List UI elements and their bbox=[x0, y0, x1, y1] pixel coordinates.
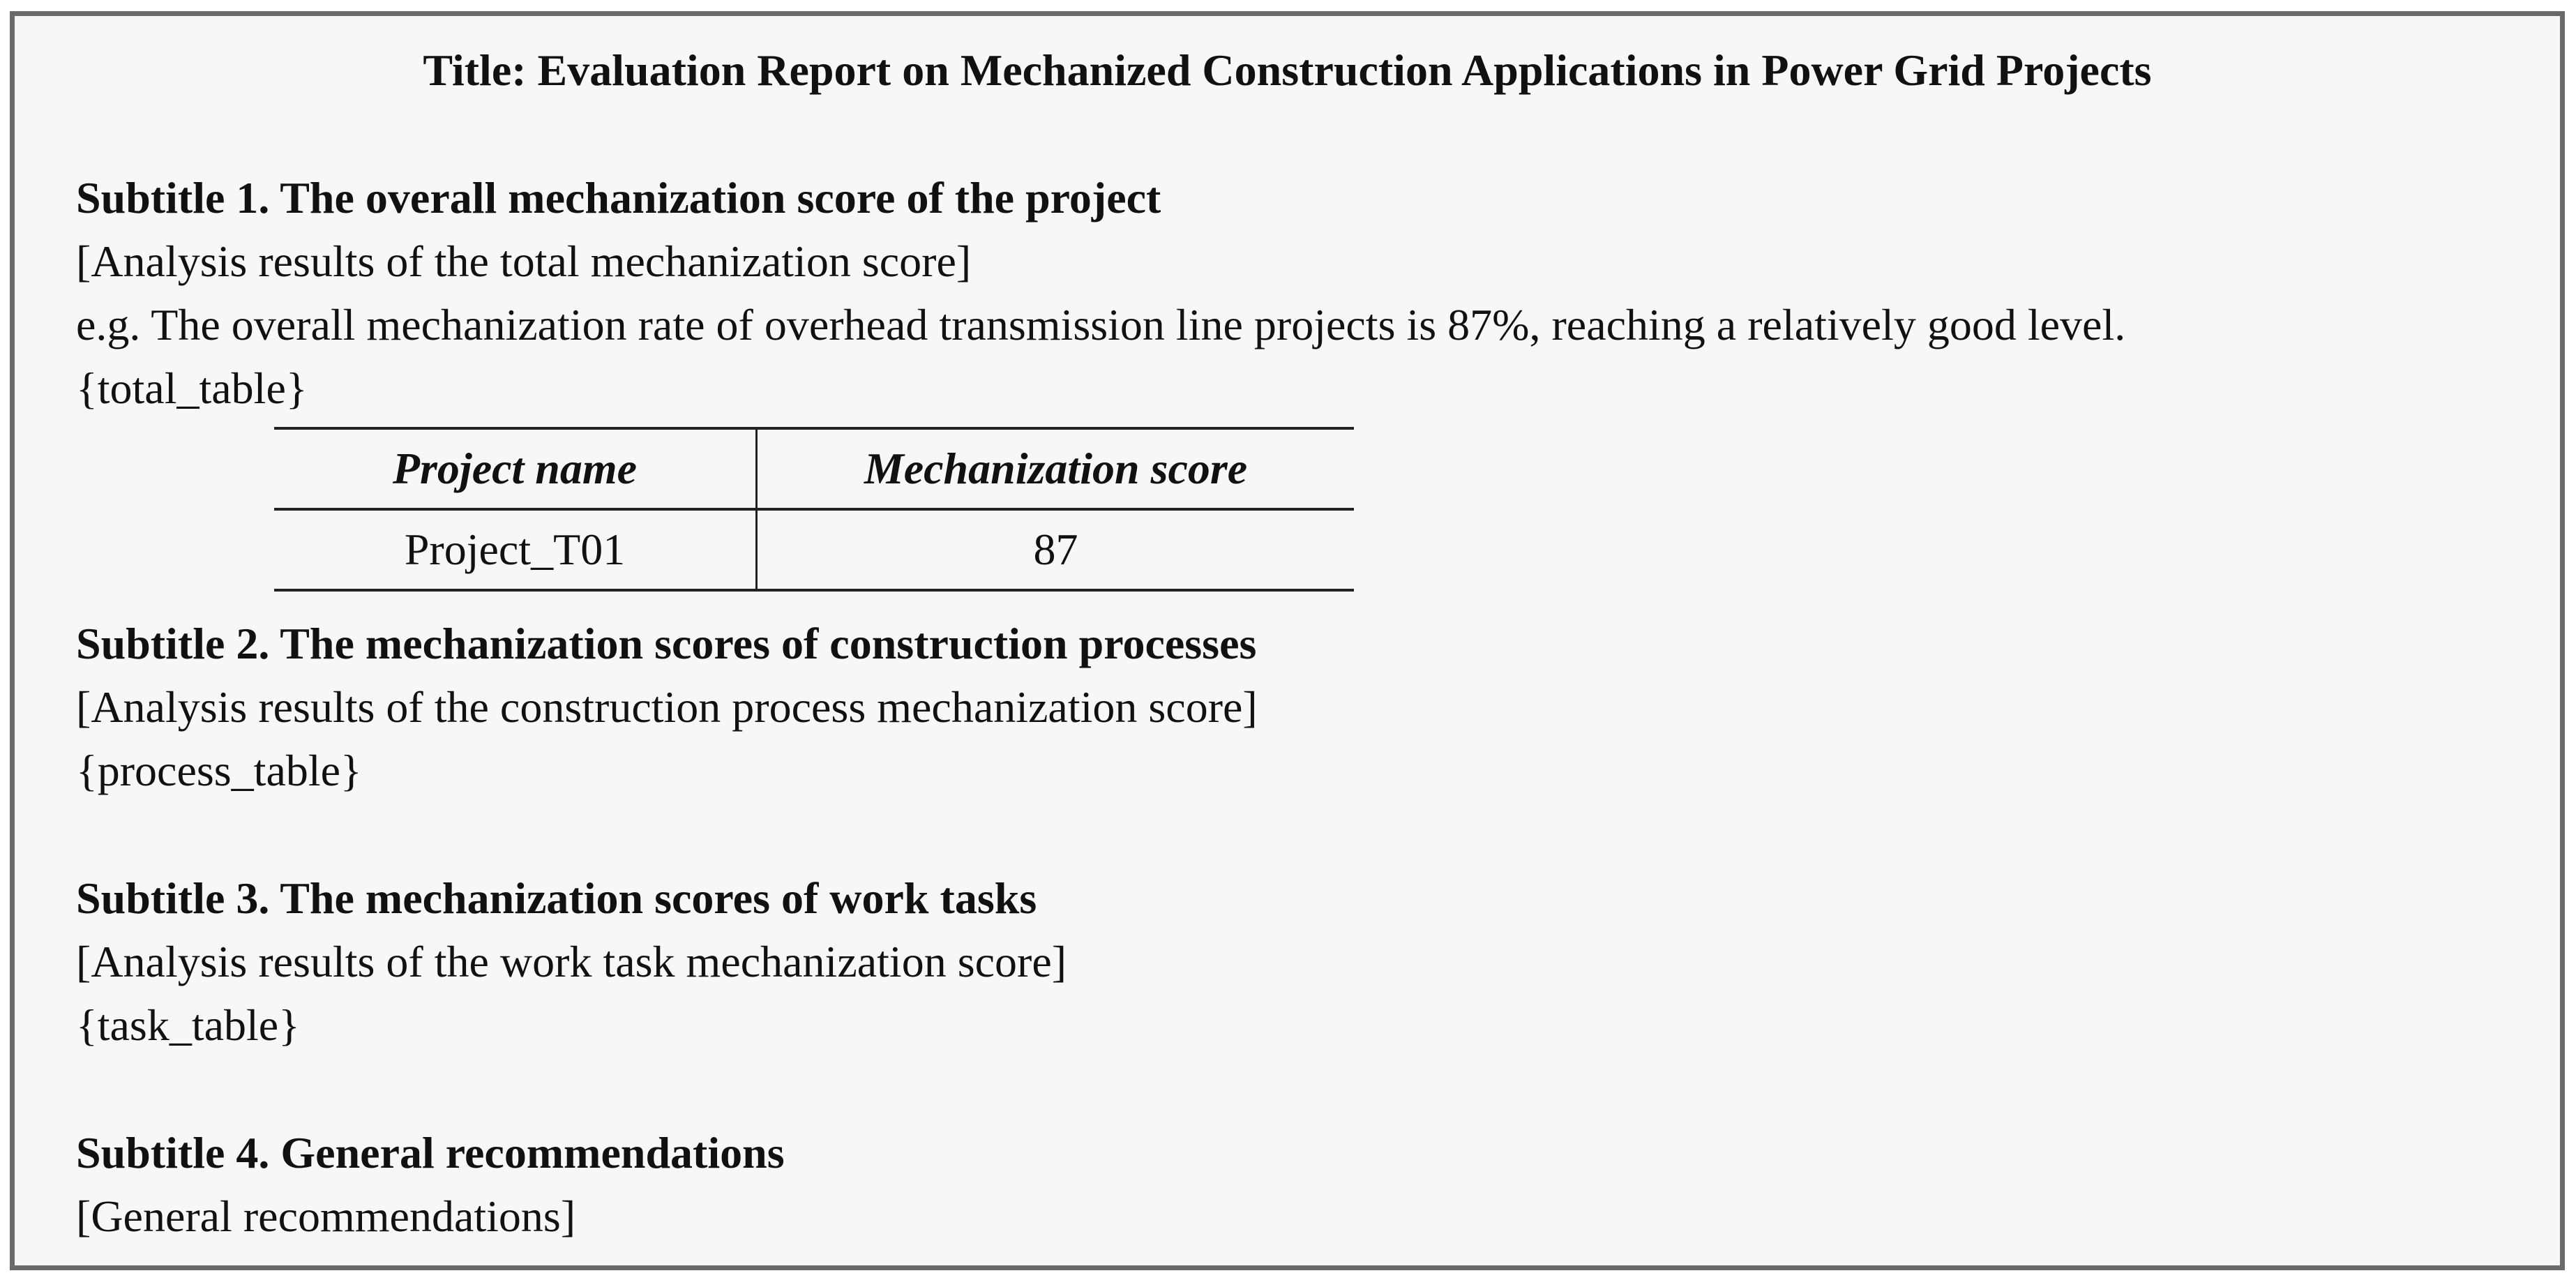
section-3-table-tag: {task_table} bbox=[76, 1000, 300, 1050]
table-header-row bbox=[274, 428, 1354, 509]
section-3-placeholder: [Analysis results of the work task mechanization score] bbox=[76, 937, 1067, 986]
table-row bbox=[274, 509, 1354, 590]
section-1-placeholder: [Analysis results of the total mechanization score] bbox=[76, 236, 972, 286]
report-template-frame bbox=[10, 11, 2565, 1270]
column-header-project-name: Project name bbox=[274, 428, 757, 509]
cell-mechanization-score: 87 bbox=[757, 509, 1355, 590]
section-3-heading: Subtitle 3. The mechanization scores of work tasks bbox=[76, 873, 1037, 923]
section-2-table-tag: {process_table} bbox=[76, 746, 362, 795]
section-2-placeholder: [Analysis results of the construction process mechanization score] bbox=[76, 682, 1258, 732]
section-2-heading: Subtitle 2. The mechanization scores of construction processes bbox=[76, 619, 1257, 668]
total-score-table bbox=[274, 427, 1354, 592]
section-1-heading: Subtitle 1. The overall mechanization score of the project bbox=[76, 173, 1161, 223]
section-1-table-tag: {total_table} bbox=[76, 363, 308, 413]
column-header-mechanization-score: Mechanization score bbox=[757, 428, 1355, 509]
report-title: Title: Evaluation Report on Mechanized Construction Applications in Power Grid Projects bbox=[423, 45, 2152, 95]
section-1-example: e.g. The overall mechanization rate of overhead transmission line projects is 87%, reaching a relatively good level. bbox=[76, 300, 2126, 349]
section-4-placeholder: [General recommendations] bbox=[76, 1191, 576, 1241]
cell-project-name: Project_T01 bbox=[274, 509, 757, 590]
section-4-heading: Subtitle 4. General recommendations bbox=[76, 1128, 785, 1177]
